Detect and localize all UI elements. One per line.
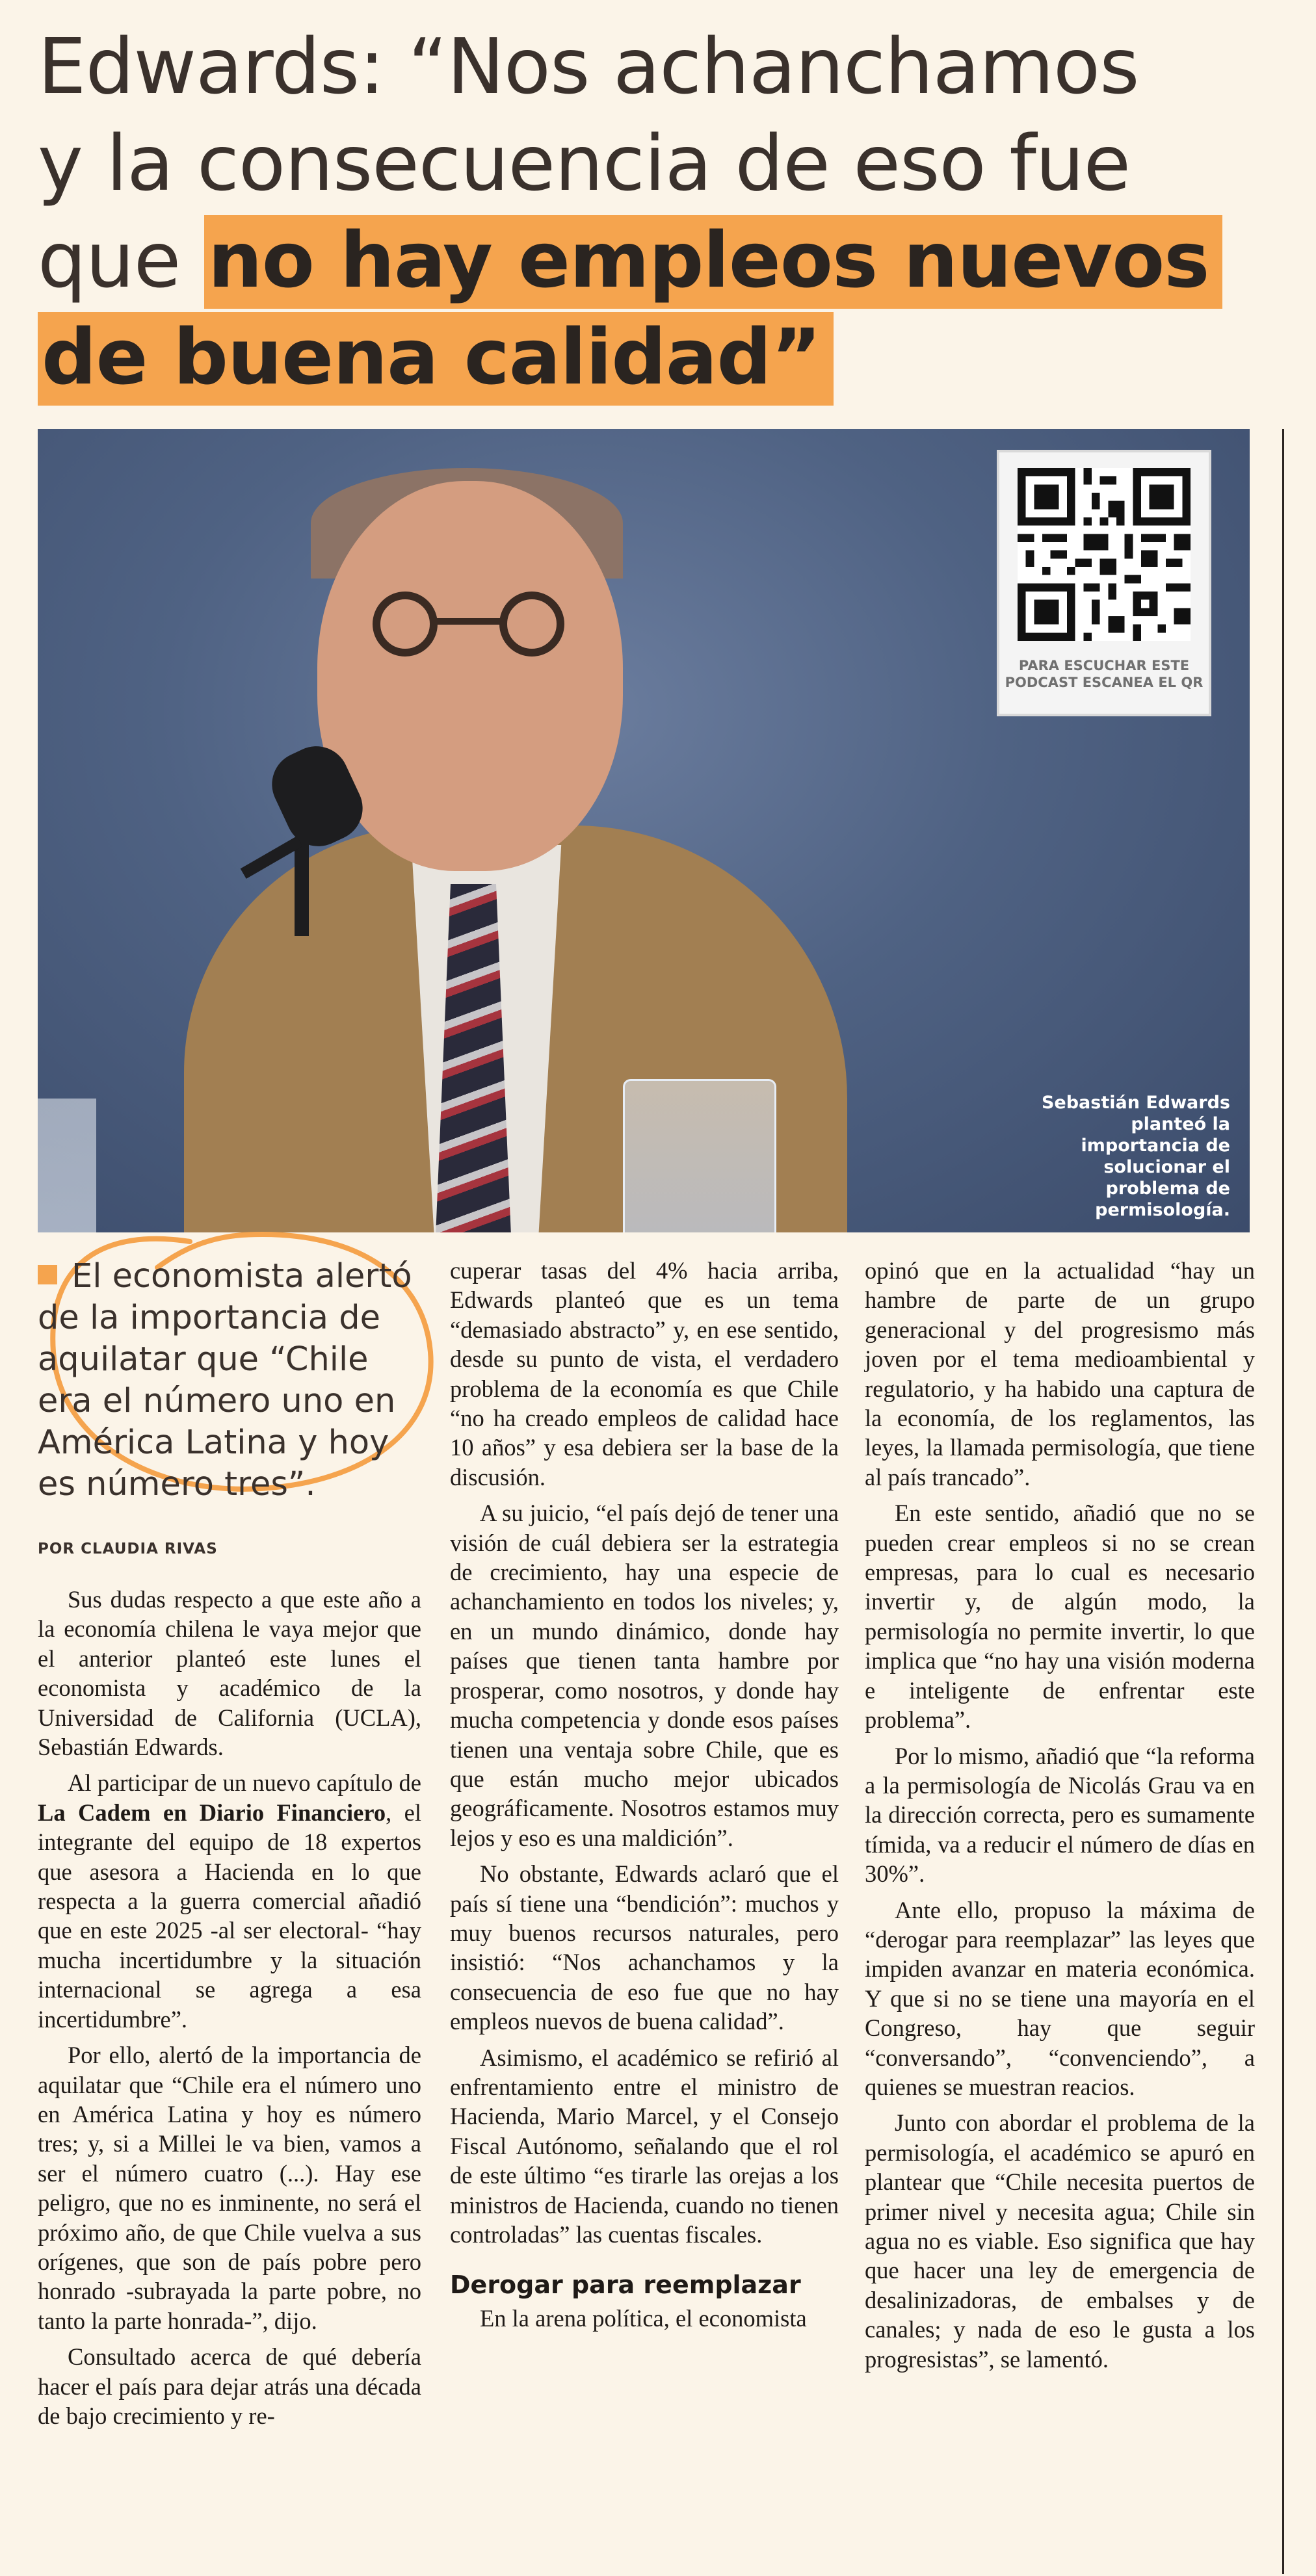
headline [38,18,1273,406]
paragraph-text: , el integrante del equipo de 18 expertos que asesora a Hacienda en lo que respecta a la guerra comercial añadió que en este 2025 -al ser electoral- “hay mucha incertidumbre y la situación internacional se agrega a esa incertidumbre”. [38,1799,421,2033]
paragraph: Asimismo, el académico se refirió al enfrentamiento entre el ministro de Hacienda, Mario Marcel, y el Consejo Fiscal Autónomo, señalando que el rol de este último “es tirarle las orejas a los ministros de Hacienda, cuando no tienen controladas” las cuentas fiscales. [450,2044,839,2248]
column-2 [450,1256,839,2340]
headline-line-3-plain: que [38,215,204,305]
byline: POR CLAUDIA RIVAS [38,1541,218,1557]
water-glass [623,1079,776,1232]
photo-caption: Sebastián Edwards planteó la importancia de solucionar el problema de permisología. [1041,1093,1230,1220]
headline-line-2: y la consecuencia de eso fue [38,118,1131,208]
headline-highlight-2: de buena calidad” [38,312,834,406]
paragraph: En este sentido, añadió que no se pueden crear empleos si no se crean empresas, para lo cual es necesario invertir y, de algún modo, la permisología no permite invertir, lo que implica que “no hay una visión moderna e inteligente de enfrentar este problema”. [865,1500,1255,1734]
paragraph: Por lo mismo, añadió que “la reforma a la permisología de Nicolás Grau va en la dirección correcta, pero es sumamente tímida, va a reducir el número de días en 30%”. [865,1742,1255,1888]
paragraph: En la arena política, el economista [480,2305,807,2332]
microphone-icon [233,741,376,936]
lead-paragraph [38,1256,421,1505]
paragraph [38,1768,421,2034]
headline-highlight-1: no hay empleos nuevos [204,215,1222,309]
paragraph: cuperar tasas del 4% hacia arriba, Edwards planteó que es un tema “demasiado abstracto” y, en ese sentido, desde su punto de vista, el verdadero problema de la economía es que Chile “no ha creado empleos de calidad hace 10 años” y esa debiera ser la base de la discusión. [450,1257,839,1490]
paragraph: No obstante, Edwards aclaró que el país sí tiene una “bendición”: muchos y muy buenos recursos naturales, pero insistió: “Nos achanchamos y la consecuencia de eso fue que no hay empleos nuevos de buena calidad”. [450,1860,839,2035]
article-photo [38,429,1250,1232]
paragraph: Por ello, alertó de la importancia de aquilatar que “Chile era el número uno en América Latina y hoy es número tres; y, si a Millei le va bien, vamos a ser el número cuatro (...). Hay ese peligro, que no es inminente, no será el próximo año, de que Chile vuelva a sus orígenes, que son de país pobre pero honrado -subrayada la parte pobre, no tanto la parte honrada-”, dijo. [38,2042,421,2334]
paragraph: Junto con abordar el problema de la permisología, el académico se apuró en plantear que “Chile necesita puertos de primer nivel y necesita agua; Chile sin agua no es viable. Eso significa que hay que hacer una ley de emergencia de desalinizadoras, de embalses y de canales; y nada de eso le gusta a los progresistas”, se lamentó. [865,2109,1255,2373]
headline-line-4 [38,309,1273,406]
paragraph: opinó que en la actualidad “hay un hambre de parte de un grupo generacional y del progresismo más joven por el tema medioambiental y regulatorio, y ha habido una captura de la economía, de los reglamentos, las leyes, la llamada permisología, que tiene al país trancado”. [865,1257,1255,1490]
paragraph-text: Al participar de un nuevo capítulo de [68,1769,421,1797]
paragraph: A su juicio, “el país dejó de tener una visión de cuál debiera ser la estrategia de crecimiento, hay una especie de achanchamiento en todos los niveles; y, en un mundo dinámico, donde hay países que tienen tanta hambre por prosperar, como nosotros, y donde hay mucha competencia y donde esos países tienen una ventaja sobre Chile, que es que están mucho mejor ubicados geográficamente. Nosotros estamos muy lejos y eso es una maldición”. [450,1500,839,1851]
qr-code-icon[interactable] [1018,468,1191,641]
page-edge-rule [1282,429,1284,2574]
headline-line-3 [38,212,1273,309]
glasses-icon [343,592,603,657]
paragraph: Consultado acerca de qué debería hacer el país para dejar atrás una década de bajo crecimiento y re- [38,2343,421,2429]
column-3 [865,1256,1255,2380]
qr-box[interactable] [997,450,1211,716]
paragraph: Ante ello, propuso la máxima de “derogar para reemplazar” las leyes que impiden avanzar en materia económica. Y que si no se tiene una mayoría en el Congreso, hay que seguir “conversando”, “convenciendo”, a quienes se muestran reacios. [865,1896,1255,2100]
qr-caption: PARA ESCUCHAR ESTE PODCAST ESCANEA EL QR [1005,658,1204,690]
paragraph: Sus dudas respecto a que este año a la economía chilena le vaya mejor que el anterior planteó este lunes el economista y académico de la Universidad de California (UCLA), Sebastián Edwards. [38,1586,421,1761]
bold-text: La Cadem en Diario Financiero [38,1799,386,1826]
column-1 [38,1585,421,2437]
headline-line-1: Edwards: “Nos achanchamos [38,21,1139,111]
water-glass-left [38,1099,96,1232]
lead-text: El economista alertó de la importancia de aquilatar que “Chile era el número uno en América Latina y hoy es número tres”. [38,1257,412,1503]
subheading: Derogar para reemplazar [450,2270,801,2300]
bullet-square-icon [38,1265,57,1284]
